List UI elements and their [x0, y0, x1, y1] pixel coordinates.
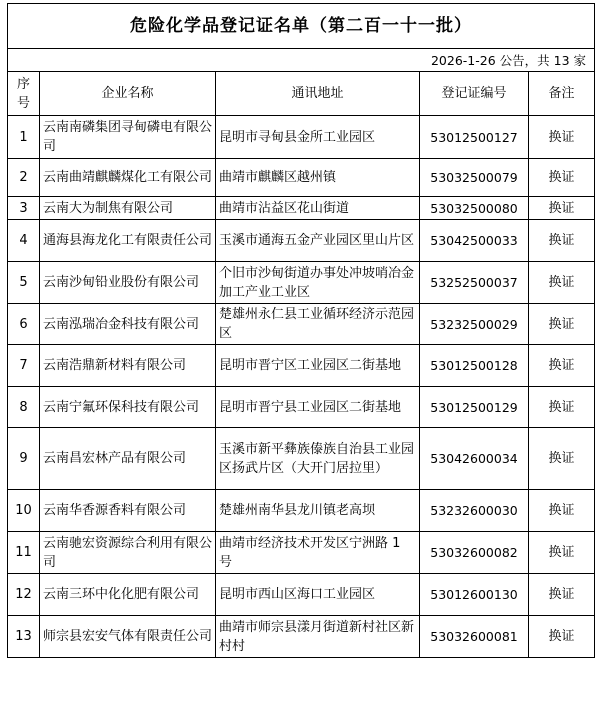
- company-name: 云南三环中化化肥有限公司: [40, 574, 216, 616]
- registration-code: 53252500037: [420, 262, 529, 304]
- registration-code: 53032500079: [420, 159, 529, 197]
- header-no: 序号: [8, 72, 40, 116]
- row-number: 2: [8, 159, 40, 197]
- company-name: 云南驰宏资源综合利用有限公司: [40, 532, 216, 574]
- table-row: [8, 574, 595, 616]
- registration-code: 53032600082: [420, 532, 529, 574]
- registration-code: 53232500029: [420, 304, 529, 345]
- company-name: 云南大为制焦有限公司: [40, 197, 216, 220]
- row-number: 10: [8, 490, 40, 532]
- company-address: 曲靖市经济技术开发区宁洲路 1 号: [216, 532, 420, 574]
- table-row: [8, 490, 595, 532]
- company-address: 玉溪市新平彝族傣族自治县工业园区扬武片区（大开门居拉里）: [216, 428, 420, 490]
- company-name: 云南昌宏林产品有限公司: [40, 428, 216, 490]
- header-company: 企业名称: [40, 72, 216, 116]
- table-row: [8, 345, 595, 387]
- row-note: 换证: [529, 345, 595, 387]
- table-title: 危险化学品登记证名单（第二百一十一批）: [8, 4, 595, 49]
- row-number: 9: [8, 428, 40, 490]
- company-name: 云南泓瑞冶金科技有限公司: [40, 304, 216, 345]
- row-number: 11: [8, 532, 40, 574]
- company-address: 昆明市寻甸县金所工业园区: [216, 116, 420, 159]
- company-address: 昆明市晋宁区工业园区二街基地: [216, 345, 420, 387]
- row-note: 换证: [529, 616, 595, 658]
- table-row: [8, 616, 595, 658]
- row-number: 4: [8, 220, 40, 262]
- row-note: 换证: [529, 220, 595, 262]
- row-number: 6: [8, 304, 40, 345]
- registration-code: 53012500128: [420, 345, 529, 387]
- row-number: 13: [8, 616, 40, 658]
- company-name: 云南浩鼎新材料有限公司: [40, 345, 216, 387]
- row-note: 换证: [529, 532, 595, 574]
- row-note: 换证: [529, 574, 595, 616]
- table-row: [8, 197, 595, 220]
- company-name: 云南沙甸铅业股份有限公司: [40, 262, 216, 304]
- row-number: 12: [8, 574, 40, 616]
- registration-code: 53032500080: [420, 197, 529, 220]
- table-row: [8, 116, 595, 159]
- row-note: 换证: [529, 159, 595, 197]
- table-row: [8, 159, 595, 197]
- company-address: 个旧市沙甸街道办事处冲坡哨冶金加工产业工业区: [216, 262, 420, 304]
- table-row: [8, 220, 595, 262]
- company-name: 师宗县宏安气体有限责任公司: [40, 616, 216, 658]
- row-number: 8: [8, 387, 40, 428]
- table-row: [8, 532, 595, 574]
- registration-code: 53042600034: [420, 428, 529, 490]
- company-name: 云南南磷集团寻甸磷电有限公司: [40, 116, 216, 159]
- header-code: 登记证编号: [420, 72, 529, 116]
- table-row: [8, 304, 595, 345]
- registration-code: 53042500033: [420, 220, 529, 262]
- registration-code: 53012500129: [420, 387, 529, 428]
- registration-code: 53012500127: [420, 116, 529, 159]
- company-address: 曲靖市沾益区花山街道: [216, 197, 420, 220]
- header-row: [8, 72, 595, 116]
- table-row: [8, 387, 595, 428]
- row-note: 换证: [529, 116, 595, 159]
- announcement-line: 2026-1-26 公告，共 13 家: [8, 49, 595, 72]
- table-row: [8, 428, 595, 490]
- row-note: 换证: [529, 262, 595, 304]
- company-name: 云南宁氟环保科技有限公司: [40, 387, 216, 428]
- row-note: 换证: [529, 490, 595, 532]
- registration-code: 53012600130: [420, 574, 529, 616]
- company-name: 通海县海龙化工有限责任公司: [40, 220, 216, 262]
- row-number: 7: [8, 345, 40, 387]
- row-note: 换证: [529, 428, 595, 490]
- company-name: 云南华香源香料有限公司: [40, 490, 216, 532]
- company-name: 云南曲靖麒麟煤化工有限公司: [40, 159, 216, 197]
- row-number: 5: [8, 262, 40, 304]
- registration-code: 53032600081: [420, 616, 529, 658]
- company-address: 曲靖市师宗县漾月街道新村社区新村村: [216, 616, 420, 658]
- company-address: 玉溪市通海五金产业园区里山片区: [216, 220, 420, 262]
- row-note: 换证: [529, 197, 595, 220]
- header-address: 通讯地址: [216, 72, 420, 116]
- registration-table: [7, 3, 595, 658]
- table-row: [8, 262, 595, 304]
- row-note: 换证: [529, 387, 595, 428]
- company-address: 曲靖市麒麟区越州镇: [216, 159, 420, 197]
- header-note: 备注: [529, 72, 595, 116]
- company-address: 昆明市西山区海口工业园区: [216, 574, 420, 616]
- row-note: 换证: [529, 304, 595, 345]
- row-number: 3: [8, 197, 40, 220]
- company-address: 楚雄州永仁县工业循环经济示范园区: [216, 304, 420, 345]
- company-address: 楚雄州南华县龙川镇老高坝: [216, 490, 420, 532]
- row-number: 1: [8, 116, 40, 159]
- company-address: 昆明市晋宁县工业园区二街基地: [216, 387, 420, 428]
- registration-code: 53232600030: [420, 490, 529, 532]
